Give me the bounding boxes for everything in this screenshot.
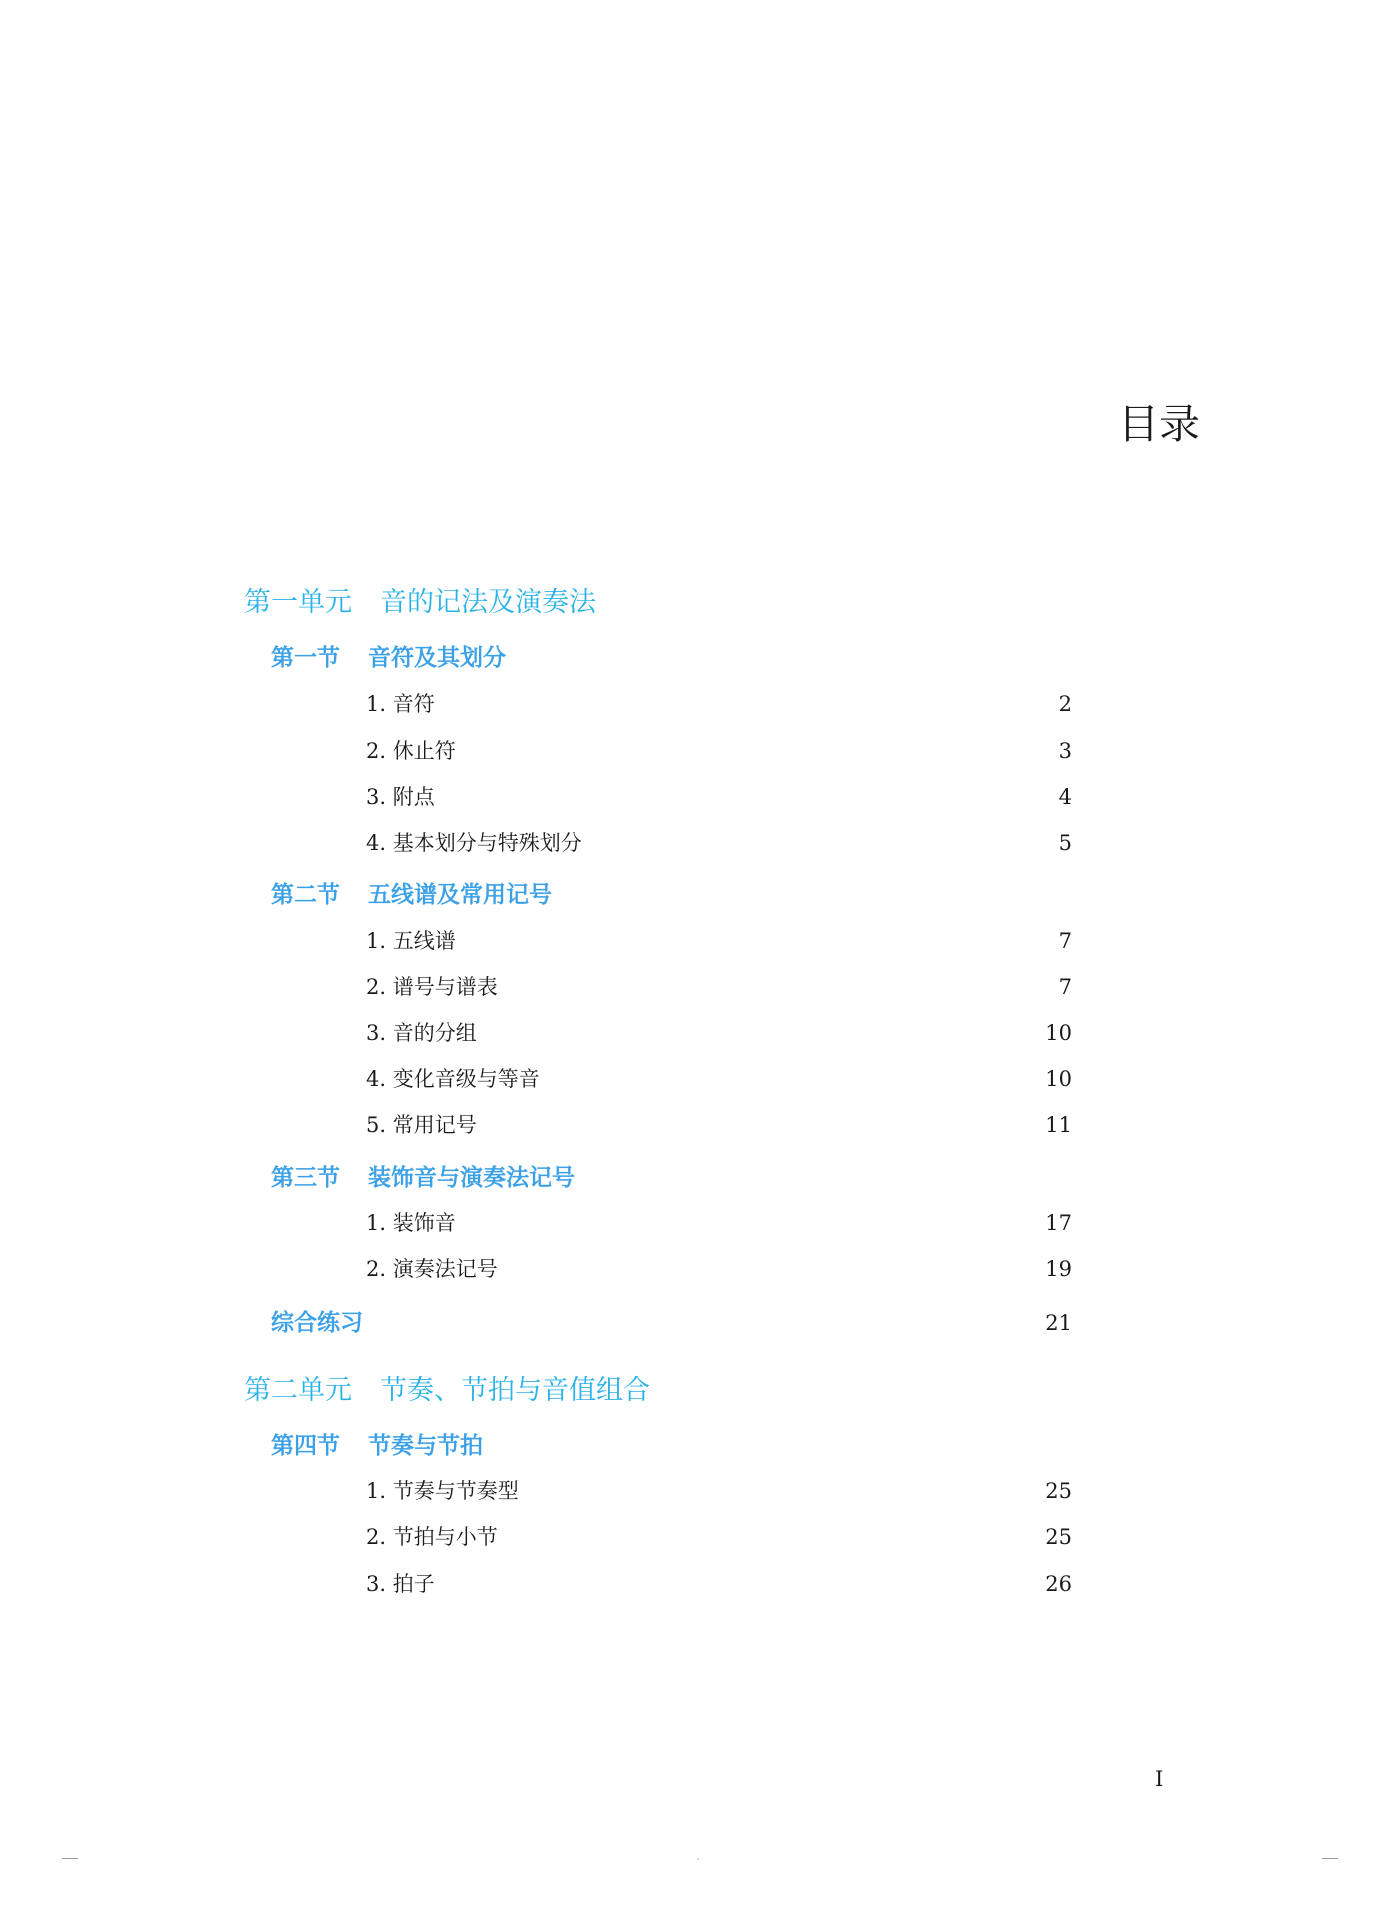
page-number: 5 (1058, 831, 1072, 855)
toc-item[interactable]: 4. 变化音级与等音 (366, 1067, 540, 1091)
section-heading-3[interactable] (271, 1163, 575, 1193)
toc-item[interactable]: 3. 附点 (366, 785, 435, 809)
toc-item[interactable]: 3. 音的分组 (366, 1021, 477, 1045)
page-number: 10 (1045, 1021, 1072, 1045)
toc-item[interactable]: 2. 演奏法记号 (366, 1257, 498, 1281)
page-number: 26 (1045, 1572, 1072, 1596)
page-number: 10 (1045, 1067, 1072, 1091)
crop-mark-right (1322, 1858, 1338, 1859)
page-number: 19 (1045, 1257, 1072, 1281)
section-heading-4[interactable] (271, 1431, 483, 1461)
toc-item[interactable]: 1. 节奏与节奏型 (366, 1479, 519, 1503)
crop-mark-left (62, 1858, 78, 1859)
unit-title: 音的记法及演奏法 (380, 587, 596, 618)
toc-item[interactable]: 1. 五线谱 (366, 929, 456, 953)
page-number: 7 (1058, 929, 1072, 953)
section-number: 第四节 (271, 1433, 340, 1459)
page-number: 11 (1045, 1113, 1072, 1137)
section-number: 第三节 (271, 1165, 340, 1191)
section-title: 五线谱及常用记号 (368, 882, 552, 908)
page-title: 目录 (1118, 400, 1200, 448)
page-number: 7 (1058, 975, 1072, 999)
unit-number: 第二单元 (244, 1375, 352, 1406)
section-title: 音符及其划分 (368, 645, 506, 671)
toc-item[interactable]: 2. 节拍与小节 (366, 1525, 498, 1549)
page-number: 25 (1045, 1479, 1072, 1503)
crop-mark-center (697, 1858, 699, 1860)
section-number: 第二节 (271, 882, 340, 908)
page-number: 21 (1045, 1311, 1072, 1335)
toc-item[interactable]: 5. 常用记号 (366, 1113, 477, 1137)
page-number: 2 (1058, 692, 1072, 716)
unit-number: 第一单元 (244, 587, 352, 618)
section-number: 第一节 (271, 645, 340, 671)
toc-item[interactable]: 1. 装饰音 (366, 1211, 456, 1235)
toc-item[interactable]: 1. 音符 (366, 692, 435, 716)
unit-heading-2[interactable] (244, 1374, 650, 1408)
review-heading[interactable]: 综合练习 (271, 1310, 363, 1336)
unit-title: 节奏、节拍与音值组合 (380, 1375, 650, 1406)
toc-item[interactable]: 3. 拍子 (366, 1572, 435, 1596)
page-number: 4 (1058, 785, 1072, 809)
page-number: 3 (1058, 739, 1072, 763)
section-heading-2[interactable] (271, 880, 552, 910)
toc-item[interactable]: 2. 谱号与谱表 (366, 975, 498, 999)
toc-item[interactable]: 2. 休止符 (366, 739, 456, 763)
section-title: 节奏与节拍 (368, 1433, 483, 1459)
folio-page-number: I (1155, 1767, 1164, 1791)
page-number: 25 (1045, 1525, 1072, 1549)
section-title: 装饰音与演奏法记号 (368, 1165, 575, 1191)
page-number: 17 (1045, 1211, 1072, 1235)
toc-item[interactable]: 4. 基本划分与特殊划分 (366, 831, 582, 855)
section-heading-1[interactable] (271, 643, 506, 673)
unit-heading-1[interactable] (244, 586, 596, 620)
